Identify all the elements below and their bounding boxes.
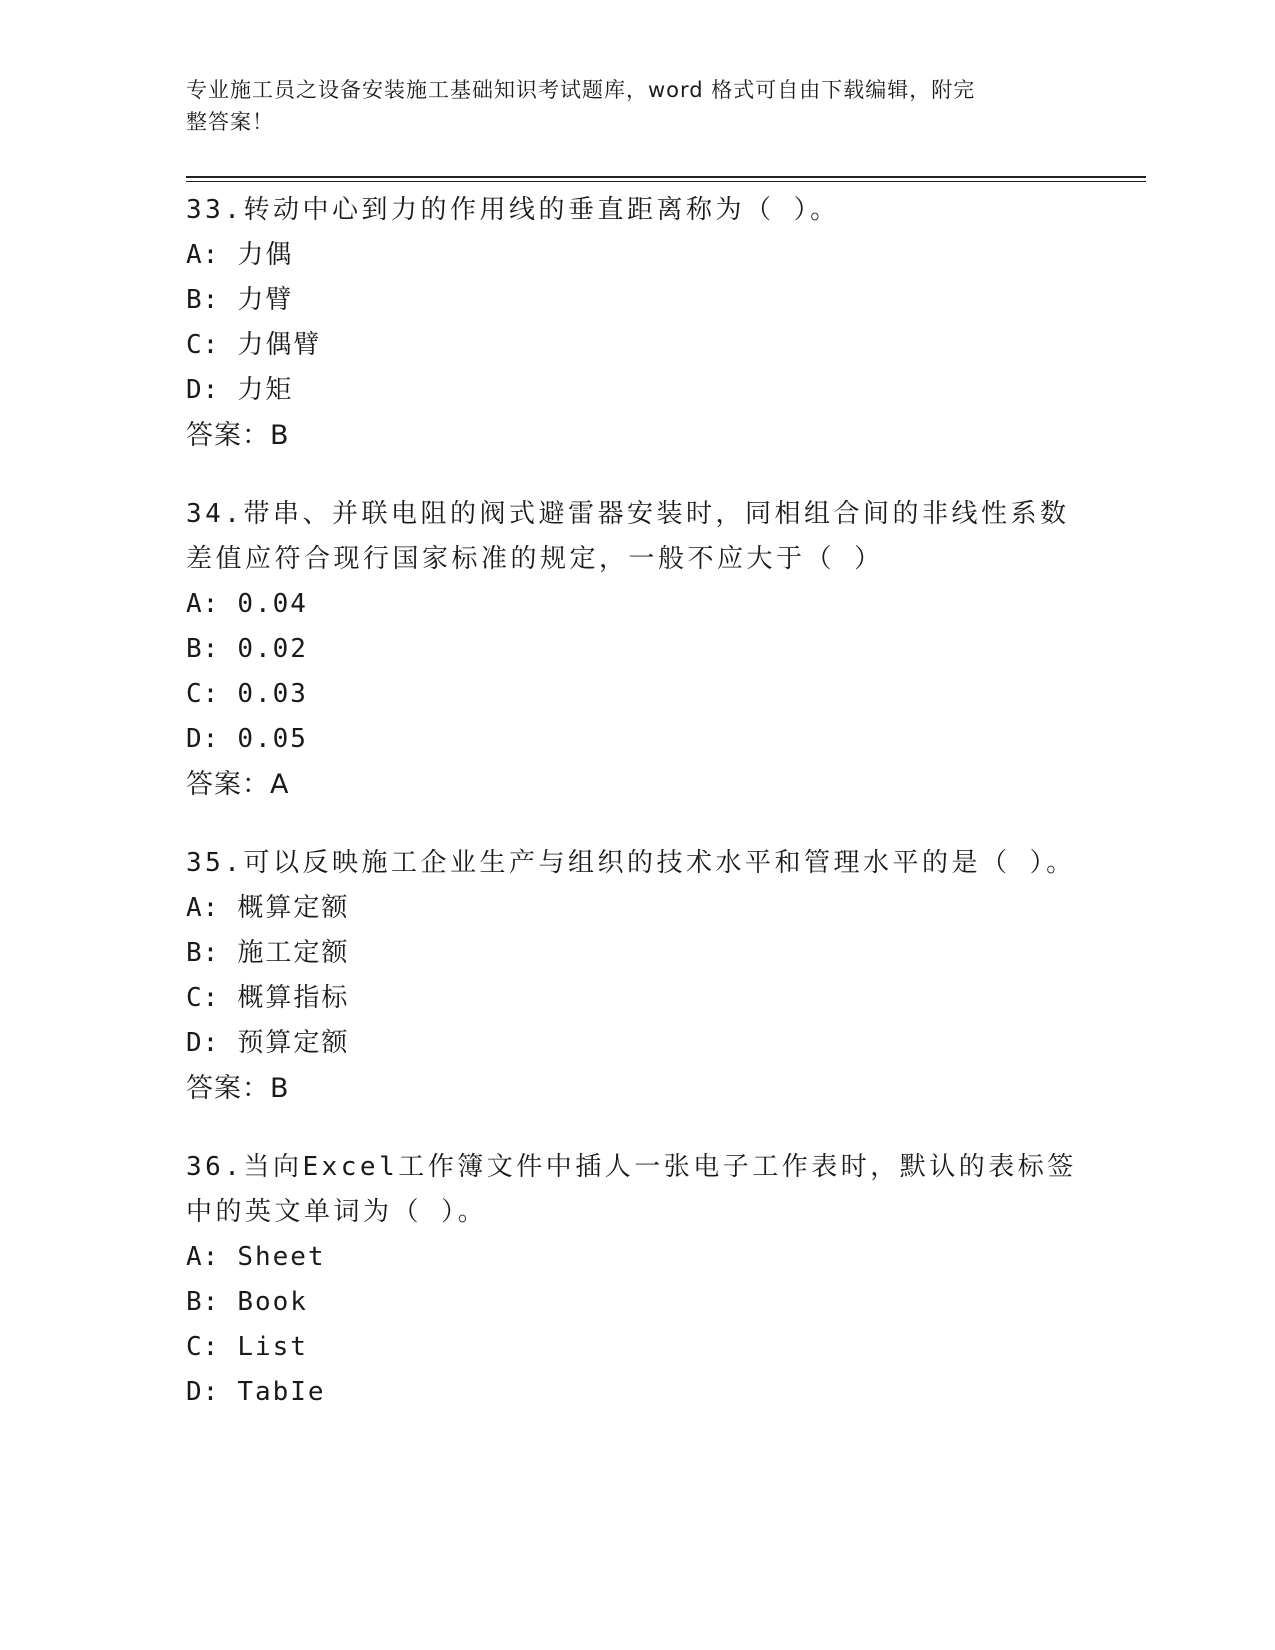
option-text: 力偶臂 [237, 330, 322, 360]
option-text: 0.02 [237, 634, 308, 664]
option-key: D: [186, 1377, 220, 1407]
question-list [186, 188, 1146, 1449]
option-text: 预算定额 [237, 1028, 350, 1058]
option-key: A: [186, 589, 220, 619]
question-35 [186, 841, 1146, 1111]
option-key: B: [186, 1287, 220, 1317]
option-a [186, 1235, 1146, 1280]
option-key: C: [186, 330, 220, 360]
option-a [186, 582, 1146, 627]
option-text: Sheet [237, 1242, 326, 1272]
option-key: A: [186, 893, 220, 923]
option-b [186, 1280, 1146, 1325]
document-page [186, 0, 1146, 1650]
question-stem: 36.当向Excel工作簿文件中插人一张电子工作表时，默认的表标签中的英文单词为（ ）。 [186, 1152, 1077, 1227]
answer-label: 答案：B [186, 420, 290, 451]
option-c [186, 976, 1146, 1021]
option-d [186, 368, 1146, 413]
question-stem: 33.转动中心到力的作用线的垂直距离称为（ ）。 [186, 195, 840, 225]
option-text: 施工定额 [237, 938, 350, 968]
option-text: 力矩 [237, 375, 294, 405]
option-key: B: [186, 634, 220, 664]
option-d [186, 1370, 1146, 1415]
option-key: C: [186, 983, 220, 1013]
header-divider [186, 176, 1146, 182]
option-text: 力臂 [237, 285, 294, 315]
header-line-1: 专业施工员之设备安装施工基础知识考试题库，word 格式可自由下载编辑，附完 [186, 78, 976, 102]
option-text: TabIe [237, 1377, 326, 1407]
option-key: B: [186, 285, 220, 315]
option-key: D: [186, 375, 220, 405]
answer-label: 答案：B [186, 1073, 290, 1104]
option-text: 概算指标 [237, 983, 350, 1013]
option-c [186, 1325, 1146, 1370]
option-c [186, 672, 1146, 717]
option-b [186, 278, 1146, 323]
option-key: C: [186, 679, 220, 709]
option-a [186, 886, 1146, 931]
option-c [186, 323, 1146, 368]
option-text: 力偶 [237, 240, 294, 270]
option-text: List [237, 1332, 308, 1362]
option-text: 概算定额 [237, 893, 350, 923]
option-text: 0.05 [237, 724, 308, 754]
option-key: D: [186, 1028, 220, 1058]
option-key: B: [186, 938, 220, 968]
option-d [186, 1021, 1146, 1066]
option-a [186, 233, 1146, 278]
option-b [186, 931, 1146, 976]
question-34 [186, 492, 1146, 807]
document-header [186, 74, 1066, 138]
question-stem: 34.带串、并联电阻的阀式避雷器安装时，同相组合间的非线性系数差值应符合现行国家标准的规定，一般不应大于（ ） [186, 499, 1070, 574]
question-33 [186, 188, 1146, 458]
option-key: A: [186, 1242, 220, 1272]
option-b [186, 627, 1146, 672]
option-text: 0.04 [237, 589, 308, 619]
question-stem: 35.可以反映施工企业生产与组织的技术水平和管理水平的是（ ）。 [186, 848, 1076, 878]
question-36 [186, 1145, 1146, 1415]
option-key: A: [186, 240, 220, 270]
option-text: Book [237, 1287, 308, 1317]
option-d [186, 717, 1146, 762]
header-line-2: 整答案！ [186, 110, 274, 134]
option-key: D: [186, 724, 220, 754]
option-key: C: [186, 1332, 220, 1362]
option-text: 0.03 [237, 679, 308, 709]
answer-label: 答案：A [186, 769, 290, 800]
